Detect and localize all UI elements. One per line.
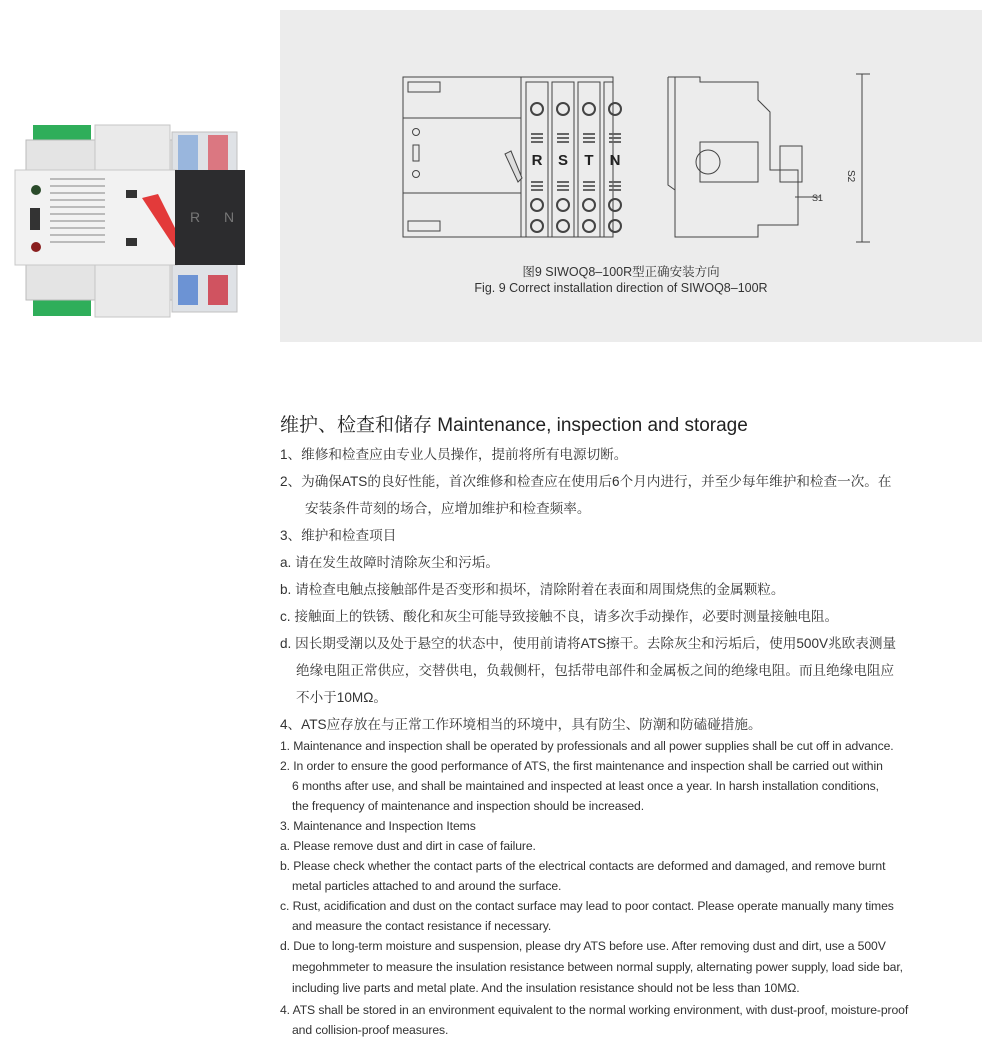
cn-line: 4、ATS应存放在与正常工作环境相当的环境中，具有防尘、防潮和防磕碰措施。	[280, 717, 762, 732]
cn-line: 1、维修和检查应由专业人员操作，提前将所有电源切断。	[280, 447, 628, 462]
en-line: megohmmeter to measure the insulation resistance between normal supply, alternating power supply, load side bar,	[292, 960, 903, 974]
section-title: 维护、检查和储存 Maintenance, inspection and storage	[280, 415, 748, 436]
figure-caption-cn: 图9 SIWOQ8–100R型正确安装方向	[522, 265, 720, 279]
en-line: 3. Maintenance and Inspection Items	[280, 819, 476, 833]
en-line: metal particles attached to and around the surface.	[292, 879, 562, 893]
cn-line: b. 请检查电触点接触部件是否变形和损坏，清除附着在表面和周围烧焦的金属颗粒。	[280, 582, 785, 597]
installation-diagram	[280, 10, 982, 260]
en-line: 4. ATS shall be stored in an environment equivalent to the normal working environment, with dust-proof, moisture-proof	[280, 1003, 909, 1017]
en-line: and collision-proof measures.	[292, 1023, 449, 1037]
en-line: 6 months after use, and shall be maintained and inspected at least once a year. In harsh installation conditions,	[292, 779, 879, 793]
en-line: d. Due to long-term moisture and suspension, please dry ATS before use. After removing dust and dirt, use a 500V	[280, 939, 886, 953]
phase-label-s: S	[557, 152, 569, 169]
figure-panel	[280, 10, 982, 342]
figure-caption-en: Fig. 9 Correct installation direction of SIWOQ8–100R	[474, 281, 768, 295]
cn-line: c. 接触面上的铁锈、酸化和灰尘可能导致接触不良，请多次手动操作，必要时测量接触电阻。	[280, 609, 839, 624]
phase-label-t: T	[584, 152, 594, 169]
photo-label-n: N	[224, 209, 235, 225]
photo-label-r: R	[190, 209, 201, 225]
dimension-s1: S1	[812, 193, 824, 203]
side-view-outline	[668, 77, 798, 237]
en-line: c. Rust, acidification and dust on the contact surface may lead to poor contact. Please operate manually many times	[280, 899, 894, 913]
cn-line: 不小于10MΩ。	[296, 690, 387, 705]
en-line: the frequency of maintenance and inspection should be increased.	[292, 799, 645, 813]
phase-label-r: R	[531, 152, 543, 169]
dimension-s2: S2	[845, 170, 856, 183]
cn-line: 安装条件苛刻的场合，应增加维护和检查频率。	[305, 501, 591, 516]
en-line: and measure the contact resistance if necessary.	[292, 919, 552, 933]
cn-line: 3、维护和检查项目	[280, 528, 397, 543]
en-line: a. Please remove dust and dirt in case of failure.	[280, 839, 536, 853]
en-line: 2. In order to ensure the good performance of ATS, the first maintenance and inspection shall be carried out within	[280, 759, 883, 773]
en-line: b. Please check whether the contact parts of the electrical contacts are deformed and damaged, and remove burnt	[280, 859, 886, 873]
ats-switch-image	[0, 110, 260, 330]
cn-line: 2、为确保ATS的良好性能，首次维修和检查应在使用后6个月内进行，并至少每年维护和检查一次。在	[280, 474, 892, 489]
terminal-block-bottom	[33, 298, 91, 316]
cn-line: 绝缘电阻正常供应，交替供电，负载侧杆，包括带电部件和金属板之间的绝缘电阻。而且绝缘电阻应	[296, 663, 895, 678]
terminal-cover	[175, 170, 245, 265]
cn-line: a. 请在发生故障时清除灰尘和污垢。	[280, 555, 500, 570]
en-line: 1. Maintenance and inspection shall be operated by professionals and all power supplies shall be cut off in advance.	[280, 739, 894, 753]
en-line: including live parts and metal plate. And the insulation resistance should not be less than 10MΩ.	[292, 981, 800, 995]
phase-label-n: N	[609, 152, 621, 169]
product-photo	[0, 110, 260, 330]
cn-line: d. 因长期受潮以及处于悬空的状态中，使用前请将ATS擦干。去除灰尘和污垢后，使用500V兆欧表测量	[280, 636, 897, 651]
